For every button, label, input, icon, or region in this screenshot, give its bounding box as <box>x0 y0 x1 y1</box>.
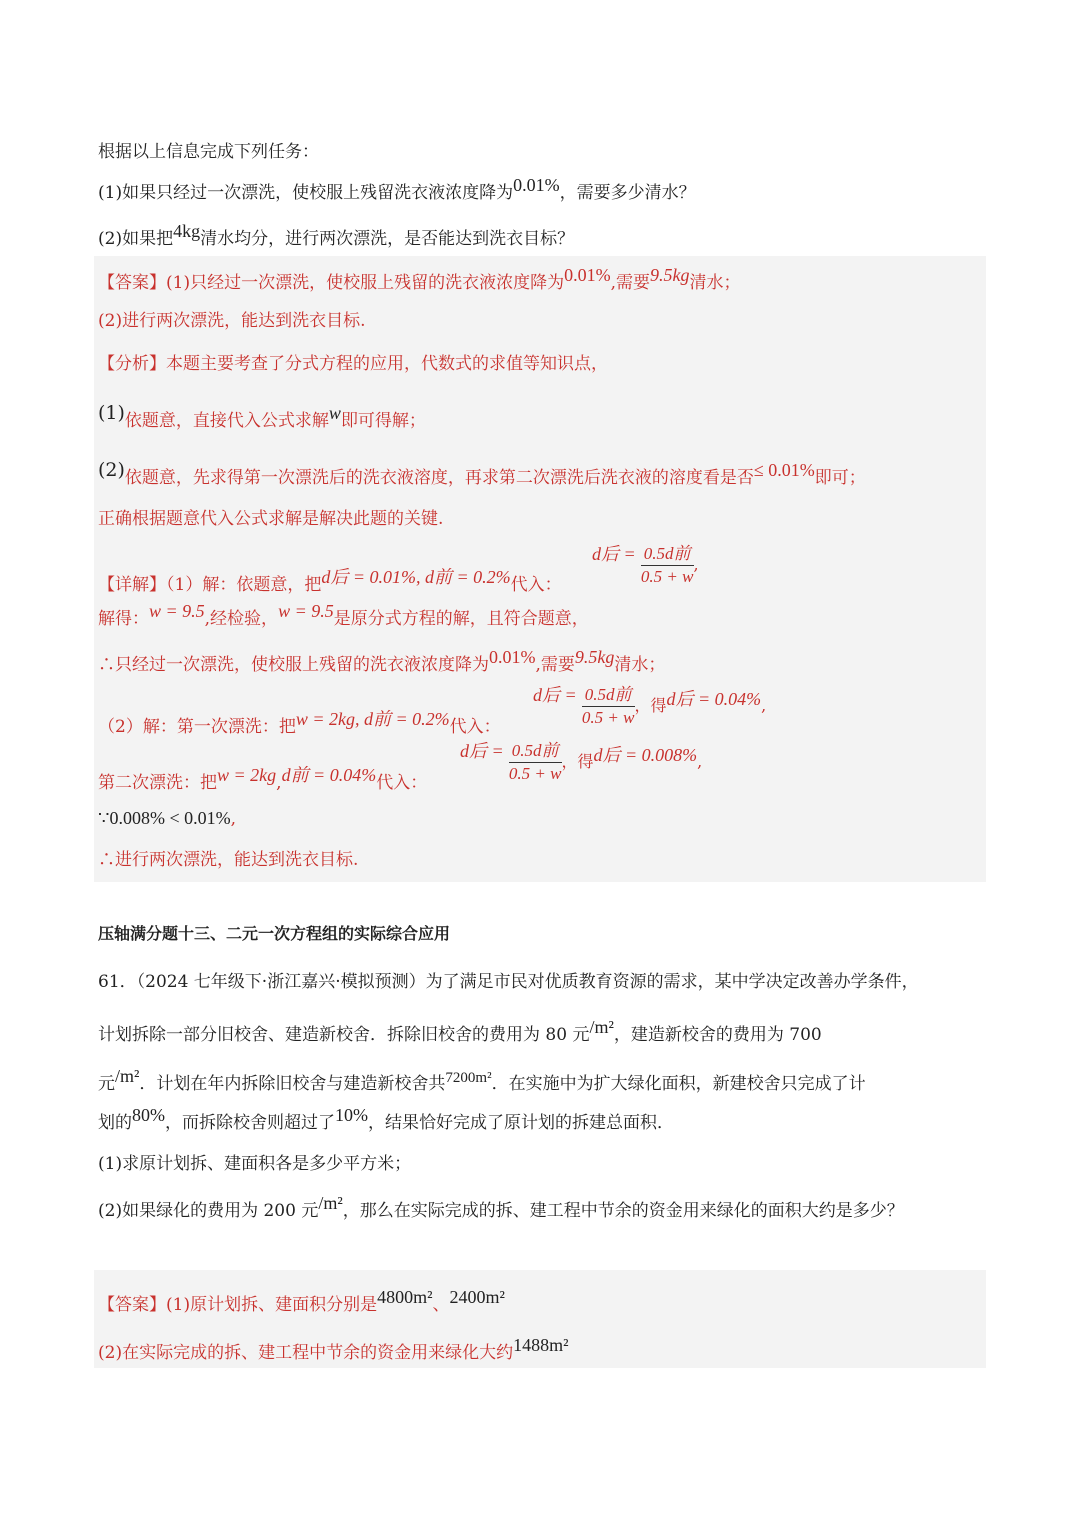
formula-2-lhs: d后 = <box>533 685 577 705</box>
problem-61-question-1: (1)求原计划拆、建面积各是多少平方米； <box>98 1154 412 1174</box>
detail-line-3-kg: 9.5kg <box>574 647 615 667</box>
detail-line-1-math: d后 = 0.01%, d前 = 0.2% <box>321 567 511 587</box>
question-2-tail: 清水均分，进行两次漂洗，是否能达到洗衣目标？ <box>200 229 575 249</box>
formula-3-get: ，得 <box>561 752 594 771</box>
formula-2-numerator: 0.5d前 <box>582 684 635 707</box>
answer-1-tail: 清水； <box>689 273 741 293</box>
analysis-point-1-text: 依题意，直接代入公式求解 <box>124 411 329 431</box>
question-1 <box>98 175 696 205</box>
detail-line-3-text: ∴只经过一次漂洗，使校服上残留的洗衣液浓度降为 <box>98 655 489 675</box>
formula-2-get: ，得 <box>634 696 667 715</box>
analysis-point-1-var: w <box>328 403 341 423</box>
formula-2-denominator: 0.5 + w <box>581 708 635 727</box>
answer-1-kg: 9.5kg <box>650 265 690 285</box>
section-title: 压轴满分题十三、二元一次方程组的实际综合应用 <box>98 924 451 943</box>
answer-61-separator: 、 <box>432 1295 450 1315</box>
formula-1-denominator: 0.5 + w <box>640 567 694 586</box>
formula-3-lhs: d后 = <box>460 741 504 761</box>
problem-61-question-2-text: (2)如果绿化的费用为 200 元 <box>98 1201 319 1221</box>
problem-61-line-2-tail: ，建造新校舍的费用为 700 <box>613 1025 822 1045</box>
answer-2-line: (2)进行两次漂洗，能达到洗衣目标. <box>98 311 366 331</box>
problem-61-line-4-text: 划的 <box>98 1113 132 1133</box>
detail-line-2-tail: 是原分式方程的解，且符合题意， <box>333 609 589 629</box>
detail-line-5: 第二次漂洗：把w = 2kg,d前 = 0.04%代入： <box>98 765 428 793</box>
detail-line-3-tail: 清水； <box>614 655 666 675</box>
formula-3-result: d后 = 0.008% <box>593 745 698 765</box>
detail-line-2-mid: ,经检验， <box>204 609 279 629</box>
answer-1-mid: ,需要 <box>610 273 650 293</box>
problem-61-line-4 <box>98 1105 674 1135</box>
analysis-point-1 <box>98 402 426 433</box>
answer-61-line-2-text: (2)在实际完成的拆、建工程中节余的资金用来绿化大约 <box>98 1343 514 1363</box>
problem-61-question-2-unit: /m² <box>318 1193 343 1213</box>
question-1-value: 0.01% <box>513 175 560 195</box>
problem-61-line-3-unit: /m² <box>115 1066 140 1086</box>
problem-61-line-2 <box>98 1017 822 1047</box>
detail-line-1 <box>98 567 562 597</box>
problem-61-line-1: 61．（2024 七年级下·浙江嘉兴·模拟预测）为了满足市民对优质教育资源的需求，某中学决定改善办学条件， <box>98 972 919 992</box>
answer-61-line-1 <box>98 1287 505 1317</box>
question-2 <box>98 221 575 251</box>
detail-line-4 <box>98 709 501 739</box>
problem-61-line-3-area: 7200m² <box>445 1070 492 1086</box>
problem-61-line-3-mid: ．计划在年内拆除旧校舍与建造新校舍共 <box>139 1074 446 1094</box>
detail-line-5-text: 第二次漂洗：把 <box>98 773 217 793</box>
detail-line-3 <box>98 647 666 677</box>
detail-line-5-math-2: d前 = 0.04% <box>281 765 377 785</box>
detail-line-1-text: （1）解：依题意，把 <box>166 575 322 595</box>
detail-line-5-mid: 代入： <box>376 773 428 793</box>
analysis-point-3: 正确根据题意代入公式求解是解决此题的关键. <box>98 509 444 529</box>
detail-line-1-mid: 代入： <box>510 575 562 595</box>
answer-61-tag: 【答案】 <box>98 1295 166 1315</box>
problem-61-question-2-tail: ，那么在实际完成的拆、建工程中节余的资金用来绿化的面积大约是多少？ <box>342 1201 904 1221</box>
question-2-text: (2)如果把 <box>98 229 174 249</box>
detail-line-3-value: 0.01% <box>489 647 536 667</box>
problem-61-line-3 <box>98 1066 866 1097</box>
problem-61-line-4-mid: ，而拆除校舍则超过了 <box>165 1113 335 1133</box>
formula-1-fraction <box>641 543 694 588</box>
detail-line-4-math: w = 2kg, d前 = 0.2% <box>295 709 450 729</box>
answer-61-value-1: 4800m² <box>377 1287 433 1307</box>
detail-line-7: ∴进行两次漂洗，能达到洗衣目标. <box>98 850 359 870</box>
detail-formula-3: d后 = $\frac{\text{0.5d前}}{0.5 + w}$ ，得d后 = 0.008%, <box>460 741 703 783</box>
detail-formula-1: d后 = $\frac{\text{0.5d前}}{0.5 + w}$ , <box>592 544 699 586</box>
formula-3-fraction <box>509 740 562 785</box>
detail-line-2-text: 解得： <box>98 609 149 629</box>
problem-61-line-4-percent-2: 10% <box>335 1105 368 1125</box>
problem-61-line-4-percent-1: 80% <box>132 1105 165 1125</box>
question-2-value: 4kg <box>173 221 201 241</box>
detail-formula-2: d后 = $\frac{\text{0.5d前}}{0.5 + w}$ ，得d后 = 0.04%, <box>533 685 767 727</box>
detail-line-4-text: （2）解：第一次漂洗：把 <box>98 717 296 737</box>
problem-61-line-2-unit: /m² <box>589 1017 614 1037</box>
detail-line-5-math-1: w = 2kg <box>217 765 277 785</box>
analysis-point-1-tail: 即可得解； <box>340 411 426 431</box>
detail-tag: 【详解】 <box>98 575 166 595</box>
analysis-point-1-num: (1) <box>98 402 125 424</box>
detail-line-4-mid: 代入： <box>449 717 501 737</box>
analysis-point-2-value: ≤ 0.01% <box>753 460 815 480</box>
answer-61-line-1-text: (1)原计划拆、建面积分别是 <box>166 1295 378 1315</box>
analysis-line <box>98 352 608 376</box>
problem-61-question-2 <box>98 1193 904 1223</box>
detail-line-2-math-2: w = 9.5 <box>278 601 334 621</box>
formula-3-denominator: 0.5 + w <box>508 764 562 783</box>
analysis-point-2 <box>98 459 866 490</box>
detail-line-3-mid: ,需要 <box>535 655 575 675</box>
analysis-point-2-num: (2) <box>98 459 125 481</box>
question-1-text: (1)如果只经过一次漂洗，使校服上残留洗衣液浓度降为 <box>98 183 514 203</box>
answer-1-value: 0.01% <box>564 265 611 285</box>
formula-2-result: d后 = 0.04% <box>666 689 762 709</box>
analysis-point-2-tail: 即可； <box>814 468 866 488</box>
formula-3-numerator: 0.5d前 <box>509 740 562 763</box>
task-intro: 根据以上信息完成下列任务： <box>98 142 319 162</box>
formula-2-fraction <box>582 684 635 729</box>
problem-61-line-3-text: 元 <box>98 1074 115 1094</box>
detail-line-6: ∵0.008% < 0.01%, <box>98 808 236 829</box>
answer-tag: 【答案】 <box>98 273 166 293</box>
answer-61-value-2: 2400m² <box>449 1287 505 1307</box>
problem-61-line-4-tail: ，结果恰好完成了原计划的拆建总面积． <box>368 1113 674 1133</box>
analysis-point-2-text: 依题意，先求得第一次漂洗后的洗衣液溶度，再求第二次漂洗后洗衣液的溶度看是否 <box>124 468 754 488</box>
question-1-tail: ，需要多少清水？ <box>559 183 696 203</box>
answer-1-line <box>98 265 741 295</box>
answer-61-value-3: 1488m² <box>513 1335 569 1355</box>
answer-61-line-2 <box>98 1335 569 1365</box>
problem-61-line-3-tail: ．在实施中为扩大绿化面积，新建校舍只完成了计 <box>491 1074 866 1094</box>
detail-line-2-math-1: w = 9.5 <box>149 601 205 621</box>
detail-line-6-math: ∵0.008% < 0.01% <box>98 808 231 828</box>
formula-1-numerator: 0.5d前 <box>641 543 694 566</box>
formula-1-lhs: d后 = <box>592 544 636 564</box>
problem-61-line-2-text: 计划拆除一部分旧校舍、建造新校舍．拆除旧校舍的费用为 80 元 <box>98 1025 590 1045</box>
detail-line-2 <box>98 601 589 631</box>
analysis-intro: 本题主要考查了分式方程的应用，代数式的求值等知识点， <box>166 354 608 374</box>
answer-1-text: (1)只经过一次漂洗，使校服上残留的洗衣液浓度降为 <box>166 273 565 293</box>
analysis-tag: 【分析】 <box>98 354 166 374</box>
